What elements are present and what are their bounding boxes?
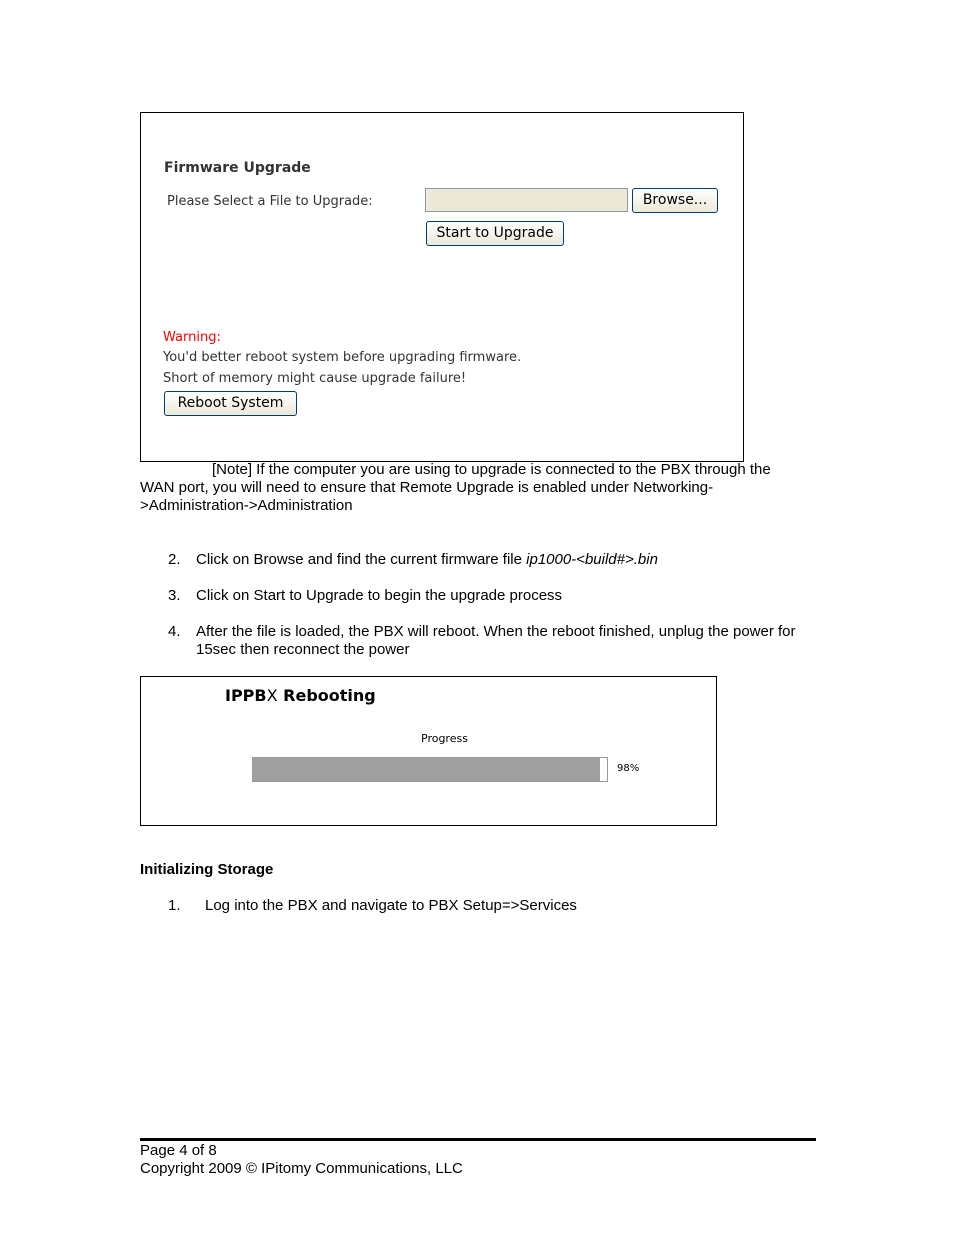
- step-number: 3.: [168, 587, 181, 604]
- page-number: Page 4 of 8: [140, 1142, 217, 1159]
- rebooting-title-part: Rebooting: [277, 686, 376, 705]
- progress-label: Progress: [421, 732, 468, 745]
- step-text-plain: Click on Browse and find the current firmware file: [196, 551, 527, 568]
- rebooting-title-part: X: [266, 686, 278, 705]
- select-file-label: Please Select a File to Upgrade:: [167, 194, 373, 209]
- reboot-system-button[interactable]: Reboot System: [164, 391, 297, 416]
- file-path-input[interactable]: [425, 188, 628, 212]
- step-number: 4.: [168, 623, 181, 640]
- step-text: After the file is loaded, the PBX will reboot. When the reboot finished, unplug the power for 15sec then reconnect the power: [196, 623, 796, 658]
- firmware-upgrade-panel: [140, 112, 744, 462]
- step-number: 1.: [168, 897, 181, 914]
- start-upgrade-button[interactable]: Start to Upgrade: [426, 221, 564, 246]
- warning-line-reboot: You'd better reboot system before upgrading firmware.: [163, 350, 522, 365]
- rebooting-title: [225, 686, 376, 705]
- rebooting-title-part: IPPB: [225, 686, 267, 705]
- copyright: Copyright 2009 © IPitomy Communications, LLC: [140, 1160, 463, 1177]
- note-paragraph: [140, 461, 805, 515]
- firmware-filename: ip1000-<build#>.bin: [526, 551, 658, 568]
- warning-line-memory: Short of memory might cause upgrade failure!: [163, 371, 467, 386]
- step-number: 2.: [168, 551, 181, 568]
- progress-bar-fill: [253, 758, 600, 781]
- firmware-upgrade-title: Firmware Upgrade: [164, 160, 311, 176]
- warning-title: Warning:: [163, 330, 221, 345]
- progress-bar: [252, 757, 608, 782]
- browse-button[interactable]: Browse...: [632, 188, 718, 213]
- rebooting-panel: [140, 676, 717, 826]
- footer-divider: [140, 1138, 816, 1141]
- step-text: [196, 551, 811, 569]
- note-text: [Note] If the computer you are using to upgrade is connected to the PBX through the WAN port, you will need to ensure that Remote Upgrade is enabled under Networking->Administration->Administration: [140, 461, 771, 514]
- step-text: Click on Start to Upgrade to begin the upgrade process: [196, 587, 563, 604]
- section-heading: Initializing Storage: [140, 861, 274, 878]
- step-text: Log into the PBX and navigate to PBX Setup=>Services: [205, 897, 577, 914]
- progress-percent: 98%: [617, 763, 640, 774]
